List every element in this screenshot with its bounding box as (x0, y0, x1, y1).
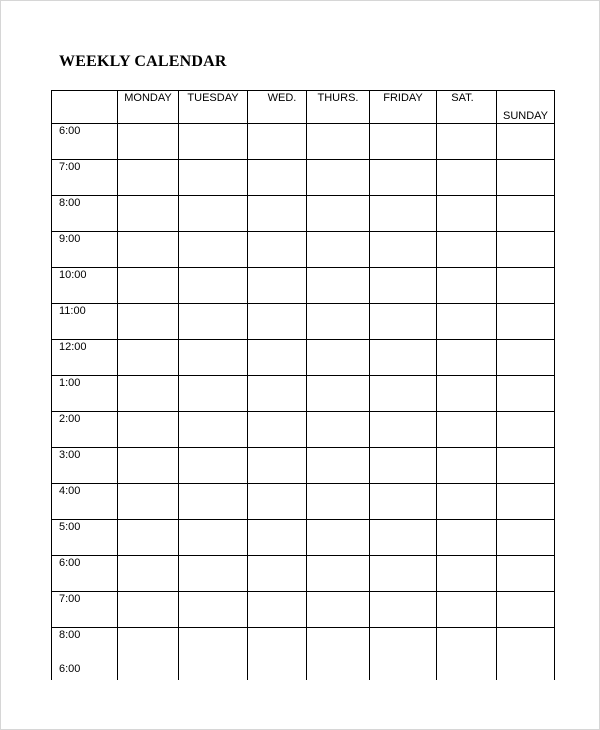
time-row (52, 412, 555, 448)
schedule-cell[interactable] (118, 304, 179, 340)
page-bottom-area (51, 680, 561, 730)
time-row (52, 340, 555, 376)
time-label (52, 268, 118, 304)
schedule-cell[interactable] (307, 556, 370, 592)
schedule-cell[interactable] (179, 448, 248, 484)
schedule-cell[interactable] (248, 412, 307, 448)
time-text: 8:00 (59, 197, 81, 209)
time-text: 6:00 (59, 125, 81, 137)
schedule-cell[interactable] (118, 376, 179, 412)
time-label (52, 160, 118, 196)
time-text: 12:00 (59, 341, 87, 353)
schedule-cell[interactable] (248, 340, 307, 376)
schedule-cell[interactable] (118, 556, 179, 592)
schedule-cell[interactable] (118, 520, 179, 556)
time-text: 5:00 (59, 521, 81, 533)
schedule-cell[interactable] (118, 124, 179, 160)
schedule-cell[interactable] (179, 556, 248, 592)
schedule-cell[interactable] (307, 376, 370, 412)
time-row (52, 376, 555, 412)
time-row (52, 304, 555, 340)
schedule-cell[interactable] (497, 412, 555, 448)
time-row (52, 268, 555, 304)
schedule-cell[interactable] (497, 124, 555, 160)
schedule-cell[interactable] (370, 160, 437, 196)
schedule-cell[interactable] (497, 592, 555, 628)
schedule-cell[interactable] (248, 232, 307, 268)
schedule-cell[interactable] (497, 340, 555, 376)
schedule-cell[interactable] (248, 196, 307, 232)
day-header-wednesday: WED. (248, 91, 307, 124)
schedule-cell[interactable] (307, 592, 370, 628)
schedule-cell[interactable] (437, 160, 497, 196)
schedule-cell[interactable] (248, 268, 307, 304)
schedule-cell[interactable] (370, 268, 437, 304)
day-header-saturday: SAT. (437, 91, 497, 124)
schedule-cell[interactable] (437, 304, 497, 340)
schedule-cell[interactable] (437, 484, 497, 520)
schedule-cell[interactable] (437, 340, 497, 376)
schedule-cell[interactable] (179, 592, 248, 628)
schedule-cell[interactable] (437, 448, 497, 484)
schedule-cell[interactable] (437, 592, 497, 628)
schedule-cell[interactable] (437, 556, 497, 592)
schedule-cell[interactable] (118, 232, 179, 268)
schedule-cell[interactable] (437, 376, 497, 412)
time-label (52, 376, 118, 412)
time-row (52, 232, 555, 268)
time-text: 8:00 (59, 629, 81, 641)
schedule-cell[interactable] (437, 520, 497, 556)
schedule-cell[interactable] (248, 592, 307, 628)
time-text: 6:00 (59, 557, 81, 569)
weekly-calendar-table (51, 90, 555, 698)
schedule-cell[interactable] (179, 304, 248, 340)
time-text: 7:00 (59, 593, 81, 605)
time-text: 1:00 (59, 377, 81, 389)
day-header-friday: FRIDAY (370, 91, 437, 124)
schedule-cell[interactable] (370, 592, 437, 628)
time-text: 10:00 (59, 269, 87, 281)
schedule-cell[interactable] (497, 232, 555, 268)
schedule-cell[interactable] (248, 520, 307, 556)
schedule-cell[interactable] (248, 160, 307, 196)
schedule-cell[interactable] (248, 376, 307, 412)
schedule-cell[interactable] (497, 520, 555, 556)
schedule-cell[interactable] (497, 376, 555, 412)
schedule-cell[interactable] (307, 484, 370, 520)
header-row (52, 91, 555, 124)
time-text: 7:00 (59, 161, 81, 173)
schedule-cell[interactable] (307, 124, 370, 160)
schedule-cell[interactable] (118, 592, 179, 628)
schedule-cell[interactable] (118, 160, 179, 196)
schedule-cell[interactable] (497, 196, 555, 232)
schedule-cell[interactable] (179, 196, 248, 232)
time-row (52, 556, 555, 592)
schedule-cell[interactable] (248, 448, 307, 484)
time-label (52, 340, 118, 376)
time-text: 3:00 (59, 449, 81, 461)
time-row (52, 160, 555, 196)
schedule-cell[interactable] (307, 160, 370, 196)
time-text: 11:00 (59, 305, 86, 317)
schedule-cell[interactable] (307, 340, 370, 376)
time-label (52, 304, 118, 340)
schedule-cell[interactable] (307, 196, 370, 232)
schedule-cell[interactable] (179, 484, 248, 520)
schedule-cell[interactable] (248, 304, 307, 340)
schedule-cell[interactable] (370, 484, 437, 520)
time-label (52, 448, 118, 484)
schedule-cell[interactable] (248, 556, 307, 592)
schedule-cell[interactable] (179, 124, 248, 160)
schedule-cell[interactable] (497, 160, 555, 196)
schedule-cell[interactable] (497, 484, 555, 520)
time-row (52, 592, 555, 628)
time-label (52, 484, 118, 520)
schedule-cell[interactable] (307, 412, 370, 448)
schedule-cell[interactable] (307, 268, 370, 304)
schedule-cell[interactable] (307, 448, 370, 484)
schedule-cell[interactable] (370, 232, 437, 268)
schedule-cell[interactable] (370, 304, 437, 340)
schedule-cell[interactable] (370, 340, 437, 376)
schedule-cell[interactable] (179, 268, 248, 304)
schedule-cell[interactable] (437, 232, 497, 268)
time-label (52, 592, 118, 628)
schedule-cell[interactable] (370, 412, 437, 448)
time-row (52, 448, 555, 484)
time-row (52, 520, 555, 556)
schedule-cell[interactable] (437, 124, 497, 160)
schedule-cell[interactable] (497, 304, 555, 340)
time-row (52, 484, 555, 520)
time-row (52, 124, 555, 160)
schedule-cell[interactable] (370, 376, 437, 412)
schedule-cell[interactable] (370, 448, 437, 484)
time-label (52, 520, 118, 556)
schedule-cell[interactable] (497, 448, 555, 484)
schedule-cell[interactable] (118, 484, 179, 520)
time-label (52, 232, 118, 268)
time-text: 6:00 (59, 663, 81, 675)
day-header-thursday: THURS. (307, 91, 370, 124)
schedule-cell[interactable] (118, 448, 179, 484)
schedule-cell[interactable] (307, 304, 370, 340)
schedule-cell[interactable] (118, 268, 179, 304)
schedule-cell[interactable] (179, 520, 248, 556)
day-header-monday: MONDAY (118, 91, 179, 124)
time-label (52, 556, 118, 592)
time-label (52, 124, 118, 160)
schedule-cell[interactable] (179, 376, 248, 412)
schedule-cell[interactable] (248, 484, 307, 520)
time-column-header (52, 91, 118, 124)
schedule-cell[interactable] (497, 268, 555, 304)
schedule-cell[interactable] (370, 556, 437, 592)
time-text: 9:00 (59, 233, 81, 245)
schedule-cell[interactable] (179, 340, 248, 376)
schedule-cell[interactable] (179, 160, 248, 196)
time-label (52, 412, 118, 448)
schedule-cell[interactable] (370, 520, 437, 556)
page-title: WEEKLY CALENDAR (59, 53, 227, 70)
day-header-sunday: SUNDAY (497, 91, 555, 124)
schedule-cell[interactable] (118, 340, 179, 376)
schedule-cell[interactable] (307, 232, 370, 268)
schedule-cell[interactable] (437, 268, 497, 304)
schedule-cell[interactable] (248, 124, 307, 160)
schedule-cell[interactable] (118, 196, 179, 232)
time-row (52, 196, 555, 232)
time-text: 4:00 (59, 485, 81, 497)
schedule-cell[interactable] (118, 412, 179, 448)
schedule-cell[interactable] (179, 412, 248, 448)
day-header-tuesday: TUESDAY (179, 91, 248, 124)
schedule-cell[interactable] (370, 196, 437, 232)
schedule-cell[interactable] (497, 556, 555, 592)
schedule-cell[interactable] (307, 520, 370, 556)
schedule-cell[interactable] (179, 232, 248, 268)
schedule-cell[interactable] (370, 124, 437, 160)
time-label (52, 196, 118, 232)
time-text: 2:00 (59, 413, 81, 425)
schedule-cell[interactable] (437, 412, 497, 448)
schedule-cell[interactable] (437, 196, 497, 232)
